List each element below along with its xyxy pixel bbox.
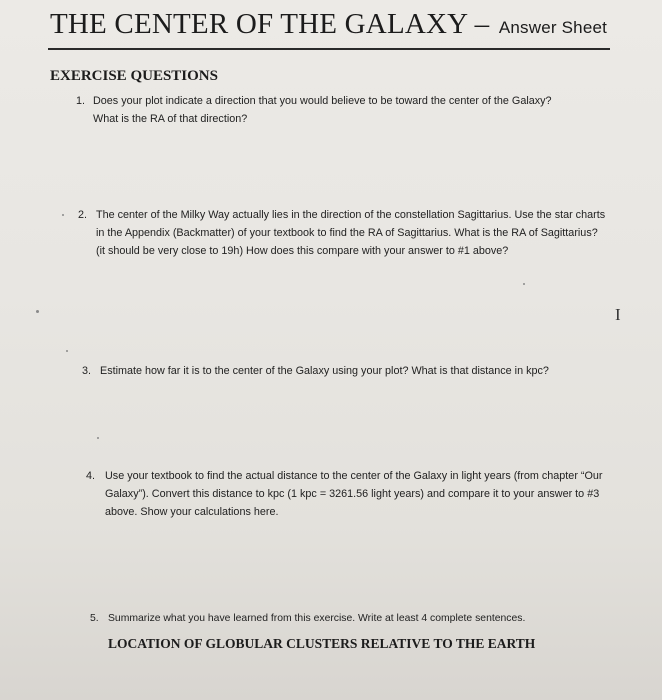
question-number: 4. bbox=[86, 470, 96, 482]
bottom-section-heading: LOCATION OF GLOBULAR CLUSTERS RELATIVE TO THE EARTH bbox=[108, 636, 536, 651]
question-text: Estimate how far it is to the center of the Galaxy using your plot? What is that distance in kpc? bbox=[100, 365, 549, 377]
question-text: Summarize what you have learned from this exercise. Write at least 4 complete sentences. bbox=[108, 613, 526, 624]
title-subtitle: Answer Sheet bbox=[498, 18, 608, 37]
question-2 bbox=[78, 206, 608, 260]
title-main: THE CENTER OF THE GALAXY – bbox=[50, 8, 490, 40]
question-number: 3. bbox=[82, 365, 92, 377]
question-number: 2. bbox=[78, 209, 88, 221]
question-number: 5. bbox=[90, 613, 99, 624]
question-4 bbox=[86, 467, 606, 521]
paper-speck bbox=[36, 310, 39, 313]
question-1 bbox=[76, 92, 576, 128]
question-3 bbox=[82, 362, 602, 380]
text-cursor-icon: I bbox=[615, 305, 621, 324]
section-heading: EXERCISE QUESTIONS bbox=[50, 68, 218, 84]
paper-speck bbox=[523, 283, 525, 285]
paper-speck bbox=[66, 350, 68, 352]
question-5 bbox=[90, 610, 590, 628]
title-underline bbox=[48, 48, 610, 50]
question-number: 1. bbox=[76, 95, 86, 107]
paper-speck bbox=[97, 437, 99, 439]
question-text: The center of the Milky Way actually lies in the direction of the constellation Sagittarius. Use the star charts in the Appendix (Backmatter) of your textbook to find the RA of Sagittarius. What is the RA of Sagittarius? (it should be very close to 19h) How does this compare with your answer to #1 above? bbox=[96, 209, 606, 257]
question-text: Does your plot indicate a direction that you would believe to be toward the center of the Galaxy? What is the RA of that direction? bbox=[93, 95, 552, 125]
question-text: Use your textbook to find the actual distance to the center of the Galaxy in light years (from chapter “Our Galaxy”). Convert this distance to kpc (1 kpc = 3261.56 light years) and compare it to your answer to #3 above. Show your calculations here. bbox=[105, 470, 603, 518]
page-title bbox=[50, 8, 607, 41]
paper-speck bbox=[62, 214, 64, 216]
